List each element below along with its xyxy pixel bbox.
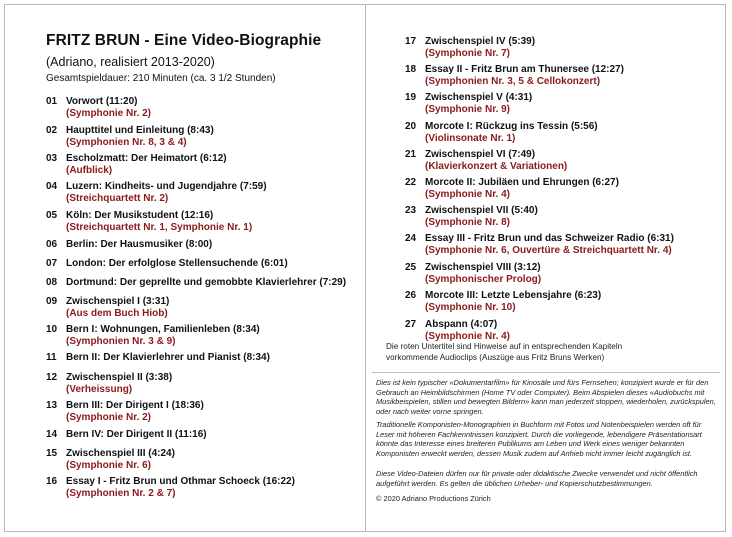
chapter-audioclip: (Streichquartett Nr. 2)	[66, 192, 169, 204]
chapter-number: 06	[46, 239, 58, 250]
chapter-audioclip: (Symphonischer Prolog)	[425, 273, 542, 285]
chapter-title: Abspann (4:07)	[425, 319, 498, 330]
chapter-title: Essay III - Fritz Brun und das Schweizer Radio (6:31)	[425, 233, 674, 244]
chapter-audioclip: (Aus dem Buch Hiob)	[66, 307, 168, 319]
paragraph-usage-rights: Diese Video-Dateien dürfen nur für private oder didaktische Zwecke verwendet und nicht öffentlich aufgeführt werden. Es gelten die üblichen Urheber- und Kopierschutzbestimmungen.	[376, 469, 698, 488]
chapter-title: Zwischenspiel VI (7:49)	[425, 149, 536, 160]
chapter-title: Zwischenspiel III (4:24)	[66, 448, 175, 459]
chapter-title: Essay II - Fritz Brun am Thunersee (12:27)	[425, 64, 624, 75]
chapter-audioclip: (Symphonie Nr. 9)	[425, 103, 511, 115]
booklet-subtitle: (Adriano, realisiert 2013-2020)	[46, 55, 215, 69]
chapter-number: 18	[405, 64, 417, 75]
chapter-title: Morcote I: Rückzug ins Tessin (5:56)	[425, 121, 598, 132]
paragraph-monographs: Traditionelle Komponisten-Monographien in Buchform mit Fotos und Notenbeispielen werden oft für Leser mit höheren Fachkenntnissen konzipiert. Durch die vorliegende, lebendigere Präsentationsart könnte das Interesse eines breiteren Publikums am Leben und Werk eines weniger bekannten Komponisten erweckt werden, dessen Musik zudem auf Anhieb nicht immer leicht zugänglich ist.	[376, 420, 702, 458]
chapter-number: 14	[46, 429, 58, 440]
chapter-title: Bern III: Der Dirigent I (18:36)	[66, 400, 204, 411]
chapter-number: 12	[46, 372, 58, 383]
chapter-audioclip: (Streichquartett Nr. 1, Symphonie Nr. 1)	[66, 221, 253, 233]
chapter-number: 21	[405, 149, 417, 160]
section-rule	[372, 372, 720, 373]
chapter-number: 22	[405, 177, 417, 188]
chapter-number: 11	[46, 352, 57, 363]
chapter-title: Zwischenspiel VIII (3:12)	[425, 262, 541, 273]
chapter-audioclip: (Symphonien Nr. 3, 5 & Cellokonzert)	[425, 75, 601, 87]
chapter-audioclip: (Aufblick)	[66, 164, 113, 176]
chapter-title: Vorwort (11:20)	[66, 96, 138, 107]
chapter-audioclip: (Symphonie Nr. 10)	[425, 301, 516, 313]
chapter-number: 04	[46, 181, 58, 192]
chapter-number: 05	[46, 210, 58, 221]
chapter-audioclip: (Symphonie Nr. 4)	[425, 330, 511, 342]
chapter-title: Morcote II: Jubiläen und Ehrungen (6:27)	[425, 177, 619, 188]
chapter-number: 26	[405, 290, 417, 301]
chapter-title: Haupttitel und Einleitung (8:43)	[66, 125, 214, 136]
chapter-audioclip: (Symphonien Nr. 2 & 7)	[66, 487, 176, 499]
chapter-number: 27	[405, 319, 417, 330]
chapter-audioclip: (Symphonien Nr. 8, 3 & 4)	[66, 136, 187, 148]
chapter-number: 16	[46, 476, 58, 487]
chapter-audioclip: (Symphonie Nr. 6)	[66, 459, 152, 471]
chapter-number: 10	[46, 324, 58, 335]
paragraph-home-viewing: Dies ist kein typischer «Dokumentarfilm» für Kinosäle und fürs Fernsehen; konzipiert wurde er für den Gebrauch an Heimbildschirmen (Home TV oder Computer). Beim Abspielen dieses «Audiobuchs mit Musikbeispielen, stillen und bewegten Bildern» kann man jederzeit stoppen, wiederholen, zurückspulen, oder nach weiter vorne springen.	[376, 378, 716, 416]
chapter-number: 03	[46, 153, 58, 164]
chapter-number: 15	[46, 448, 58, 459]
chapter-number: 08	[46, 277, 58, 288]
left-page	[46, 32, 356, 85]
chapter-audioclip: (Symphonie Nr. 6, Ouvertüre & Streichquartett Nr. 4)	[425, 244, 672, 256]
chapter-title: Bern IV: Der Dirigent II (11:16)	[66, 429, 207, 440]
chapter-title: Berlin: Der Hausmusiker (8:00)	[66, 239, 213, 250]
chapter-number: 20	[405, 121, 417, 132]
page-divider	[365, 4, 366, 532]
booklet-title: FRITZ BRUN - Eine Video-Biographie	[46, 32, 322, 49]
total-duration: Gesamtspieldauer: 210 Minuten (ca. 3 1/2 Stunden)	[46, 73, 276, 84]
chapter-title: Zwischenspiel VII (5:40)	[425, 205, 538, 216]
note-line-1: Die roten Untertitel sind Hinweise auf in entsprechenden Kapiteln	[386, 342, 623, 351]
chapter-number: 17	[405, 36, 417, 47]
chapter-audioclip: (Symphonie Nr. 2)	[66, 107, 152, 119]
chapter-number: 07	[46, 258, 58, 269]
chapter-audioclip: (Verheissung)	[66, 383, 133, 395]
chapter-title: Bern II: Der Klavierlehrer und Pianist (8:34)	[66, 352, 270, 363]
chapter-title: Luzern: Kindheits- und Jugendjahre (7:59)	[66, 181, 267, 192]
chapter-title: Zwischenspiel V (4:31)	[425, 92, 533, 103]
chapter-audioclip: (Symphonie Nr. 8)	[425, 216, 511, 228]
chapter-title: Bern I: Wohnungen, Familienleben (8:34)	[66, 324, 260, 335]
chapter-title: Essay I - Fritz Brun und Othmar Schoeck (16:22)	[66, 476, 295, 487]
chapter-audioclip: (Symphonie Nr. 7)	[425, 47, 511, 59]
chapter-audioclip: (Violinsonate Nr. 1)	[425, 132, 516, 144]
note-line-2: vorkommende Audioclips (Auszüge aus Fritz Bruns Werken)	[386, 352, 605, 362]
chapter-audioclip: (Symphonie Nr. 4)	[425, 188, 511, 200]
chapter-number: 25	[405, 262, 417, 273]
chapter-number: 24	[405, 233, 417, 244]
chapter-number: 02	[46, 125, 58, 136]
chapter-title: London: Der erfolglose Stellensuchende (6:01)	[66, 258, 288, 269]
chapter-number: 13	[46, 400, 58, 411]
copyright-line: © 2020 Adriano Productions Zürich	[376, 494, 491, 503]
chapter-title: Morcote III: Letzte Lebensjahre (6:23)	[425, 290, 602, 301]
audioclip-note	[386, 342, 716, 363]
chapter-title: Zwischenspiel IV (5:39)	[425, 36, 536, 47]
chapter-audioclip: (Klavierkonzert & Variationen)	[425, 160, 568, 172]
chapter-title: Dortmund: Der geprellte und gemobbte Klavierlehrer (7:29)	[66, 277, 347, 288]
chapter-number: 19	[405, 92, 417, 103]
chapter-title: Zwischenspiel I (3:31)	[66, 296, 170, 307]
chapter-title: Köln: Der Musikstudent (12:16)	[66, 210, 214, 221]
chapter-number: 23	[405, 205, 417, 216]
chapter-title: Zwischenspiel II (3:38)	[66, 372, 173, 383]
chapter-title: Escholzmatt: Der Heimatort (6:12)	[66, 153, 227, 164]
chapter-number: 01	[46, 96, 58, 107]
chapter-number: 09	[46, 296, 58, 307]
chapter-audioclip: (Symphonien Nr. 3 & 9)	[66, 335, 176, 347]
chapter-audioclip: (Symphonie Nr. 2)	[66, 411, 152, 423]
